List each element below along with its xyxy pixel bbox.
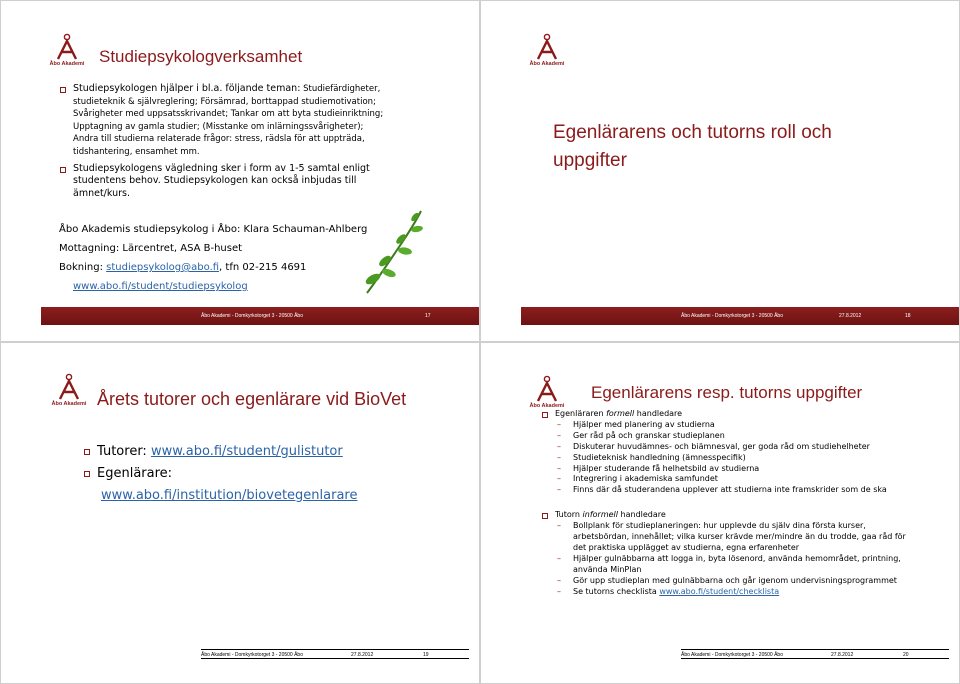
footer-date: 27.8.2012: [351, 652, 374, 658]
logo-emblem-icon: [534, 33, 560, 61]
footer-page: 17: [425, 313, 431, 319]
contact-url-row: [59, 277, 367, 296]
gulistutor-link[interactable]: www.abo.fi/student/gulistutor: [150, 444, 343, 459]
list-item: – Bollplank för studieplaneringen: hur upplevde du själv dina första kurser, arbetsbördan, innehållet; vilka kurser krävde mer/mindre än du trodde, gaa råd för det praktiska upplägget av studierna, egna erfarenheter: [555, 521, 915, 554]
group-heading: Egenläraren formell handledare – Hjälper med planering av studierna – Ger råd på och granskar studieplanen – Diskuterar huvudämnes- och biämnesval, ger goda råd om studiehelheter – Studieteknisk handledning (ämnesspecifik) – Hjälper studerande få helhetsbild av studierna – Integrering i akademiska samfundet – Finns där då studerandena upplever att studierna inte framskrider som de ska: [541, 409, 960, 496]
item-rest: Studiefärdigheter, studieteknik & självreglering; Försämrad, borttappad studiemotivation; Svårigheter med uppsatsskrivandet; Tankar om att byta studieinriktning; Upptagning av gamla studier; (Misstanke om inlärningssvårigheter); Andra till studierna relaterade frågor: stress, rädsla för att uppträda, tidshantering, ensamhet mm.: [73, 84, 384, 157]
footer-page: 19: [423, 652, 429, 658]
contact-name: Åbo Akademis studiepsykolog i Åbo: Klara Schauman-Ahlberg: [59, 224, 368, 235]
footer-address: Åbo Akademi - Domkyrkotorget 3 - 20500 Åbo: [201, 313, 303, 319]
logo-text: Åbo Akademi: [49, 61, 85, 67]
slide-title: Egenlärarens och tutorns roll och uppgifter: [553, 122, 832, 171]
group-heading: Tutorn informell handledare – Bollplank för studieplaneringen: hur upplevde du själv dina första kurser, arbetsbördan, innehållet; vilka kurser krävde mer/mindre än du trodde, gaa råd för det praktiska upplägget av studierna, egna erfarenheter – Hjälper gulnäbbarna att logga in, byta lösenord, använda hemområdet, printning, använda MinPlan – Gör upp studieplan med gulnäbbarna och går igenom undervisningsprogrammet – Se tutorns checklista www.abo.fi/student/checklista: [541, 510, 960, 597]
list-item: – Hjälper med planering av studierna: [555, 420, 960, 431]
logo-text: Åbo Akademi: [529, 403, 565, 409]
list-item: [59, 83, 389, 159]
plant-illustration: [359, 207, 429, 297]
list-item-egenlarare: Egenlärare:: [83, 463, 357, 485]
email-link[interactable]: studiepsykolog@abo.fi: [106, 262, 220, 273]
egenlarare-group: [541, 409, 960, 496]
list-item: – Se tutorns checklista www.abo.fi/student/checklista: [555, 587, 915, 598]
slide-title: Årets tutorer och egenlärare vid BioVet: [97, 389, 407, 409]
list-item: – Hjälper gulnäbbarna att logga in, byta lösenord, använda hemområdet, printning, använda MinPlan: [555, 554, 915, 576]
abo-akademi-logo: [51, 373, 87, 407]
slide-footer: [681, 649, 949, 659]
logo-emblem-icon: [54, 33, 80, 61]
footer-date: 27.8.2012: [831, 652, 854, 658]
slide-footer: [201, 649, 469, 659]
item-lead: Studiepsykologens vägledning sker i form av 1-5 samtal enligt studentens behov. Studiepsykologen kan också inbjudas till ämnet/kurs.: [73, 162, 370, 199]
slide-footer: [41, 307, 479, 325]
list-item-link: [83, 485, 357, 507]
tutor-duties: [555, 521, 915, 597]
slide-title: Studiepsykologverksamhet: [99, 47, 303, 66]
logo-text: Åbo Akademi: [529, 61, 565, 67]
footer-address: Åbo Akademi - Domkyrkotorget 3 - 20500 Åbo: [201, 652, 303, 658]
contact-block: [59, 220, 367, 296]
logo-emblem-icon: [534, 375, 560, 403]
list-item: – Ger råd på och granskar studieplanen: [555, 431, 960, 442]
logo-text: Åbo Akademi: [51, 401, 87, 407]
abo-akademi-logo: [49, 33, 85, 67]
list-item: – Gör upp studieplan med gulnäbbarna och går igenom undervisningsprogrammet: [555, 576, 915, 587]
slide-title: Egenlärarens resp. tutorns uppgifter: [591, 383, 863, 402]
list-item: [59, 163, 389, 201]
list-item: – Studieteknisk handledning (ämnesspecifik): [555, 453, 960, 464]
list-item-tutorer: Tutorer: www.abo.fi/student/gulistutor: [83, 441, 357, 463]
contact-office: Mottagning: Lärcentret, ASA B-huset: [59, 243, 243, 254]
logo-emblem-icon: [56, 373, 82, 401]
footer-address: Åbo Akademi - Domkyrkotorget 3 - 20500 Åbo: [681, 652, 783, 658]
checklista-link[interactable]: www.abo.fi/student/checklista: [659, 586, 780, 596]
egenlarare-duties: [555, 420, 960, 496]
topic-list: [59, 83, 389, 204]
footer-page: 18: [905, 313, 911, 319]
list-item: – Integrering i akademiska samfundet: [555, 474, 960, 485]
abo-akademi-logo: [529, 375, 565, 409]
link-list: [83, 441, 357, 507]
slide-18: [480, 0, 960, 342]
slide-19: [0, 342, 480, 684]
biovetegenlarare-link[interactable]: www.abo.fi/institution/biovetegenlarare: [101, 488, 358, 503]
footer-date: 27.8.2012: [839, 313, 862, 319]
slide-17: [0, 0, 480, 342]
studiepsykolog-link[interactable]: www.abo.fi/student/studiepsykolog: [73, 281, 248, 292]
tutor-group: [541, 510, 960, 597]
abo-akademi-logo: [529, 33, 565, 67]
duties-body: [541, 409, 960, 598]
item-lead: Studiepsykologen hjälper i bl.a. följande teman:: [73, 83, 301, 94]
list-item: – Hjälper studerande få helhetsbild av studierna: [555, 464, 960, 475]
footer-address: Åbo Akademi - Domkyrkotorget 3 - 20500 Åbo: [681, 313, 783, 319]
slide-20: [480, 342, 960, 684]
list-item: – Diskuterar huvudämnes- och biämnesval, ger goda råd om studiehelheter: [555, 442, 960, 453]
slide-footer: [521, 307, 959, 325]
footer-page: 20: [903, 652, 909, 658]
list-item: – Finns där då studerandena upplever att studierna inte framskrider som de ska: [555, 485, 960, 496]
contact-booking: Bokning: studiepsykolog@abo.fi, tfn 02-215 4691: [59, 262, 307, 273]
